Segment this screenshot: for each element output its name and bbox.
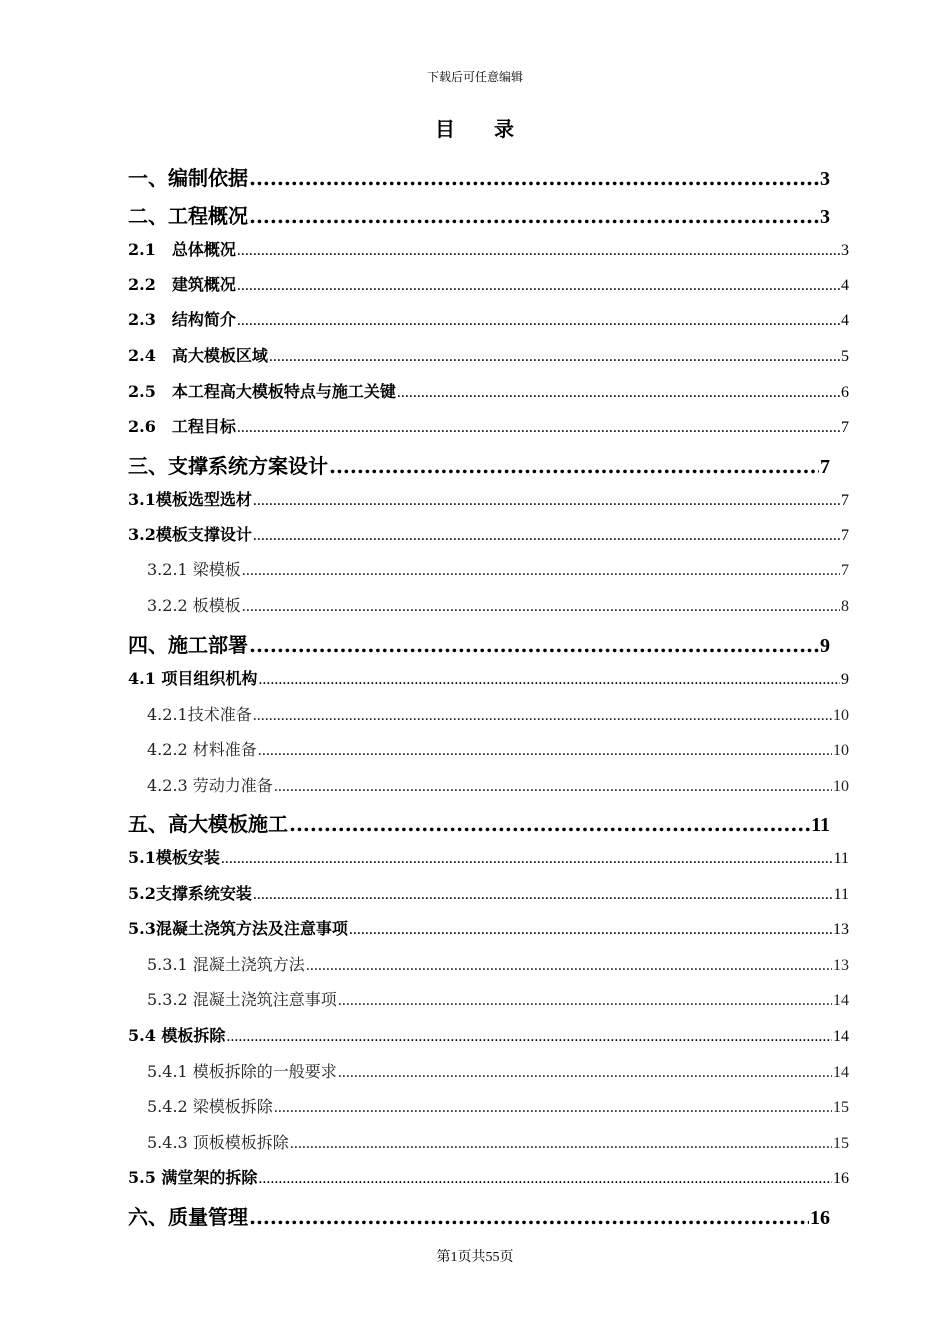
toc-entry[interactable] <box>128 272 849 295</box>
toc-entry-page: 8 <box>841 598 849 615</box>
toc-entry-page: 7 <box>841 492 849 509</box>
toc-entry[interactable] <box>147 737 849 760</box>
toc-entry[interactable] <box>128 379 849 402</box>
toc-entry-page: 6 <box>841 384 849 401</box>
toc-leader-dots <box>290 1135 832 1153</box>
toc-leader-dots <box>253 707 832 725</box>
toc-leader-dots <box>338 1064 832 1082</box>
toc-entry[interactable] <box>128 845 849 868</box>
toc-entry[interactable] <box>147 557 849 580</box>
toc-leader-dots <box>274 1099 832 1117</box>
toc-entry-label: 四、施工部署 <box>128 633 248 657</box>
toc-leader-dots <box>269 348 840 366</box>
toc-leader-dots <box>258 1170 832 1188</box>
toc-entry-page: 5 <box>841 348 849 365</box>
toc-entry[interactable] <box>128 162 830 191</box>
toc-entry-label: 5.4 模板拆除 <box>128 1026 226 1045</box>
toc-entry-label: 3.2.2 板模板 <box>147 596 241 615</box>
toc-entry[interactable] <box>128 200 830 229</box>
toc-entry-page: 14 <box>833 1028 849 1045</box>
toc-entry-label: 5.3混凝土浇筑方法及注意事项 <box>128 919 348 938</box>
toc-entry-label: 4.2.2 材料准备 <box>147 740 257 759</box>
toc-entry-page: 14 <box>833 1064 849 1081</box>
toc-entry-label: 一、编制依据 <box>128 166 248 190</box>
toc-entry-label: 3.2模板支撑设计 <box>128 525 252 544</box>
toc-entry-label: 5.3.1 混凝土浇筑方法 <box>147 955 305 974</box>
toc-entry-page: 7 <box>841 562 849 579</box>
toc-entry[interactable] <box>128 487 849 510</box>
toc-entry-label: 4.2.1技术准备 <box>147 705 252 724</box>
toc-leader-dots <box>242 598 840 616</box>
toc-entry[interactable] <box>128 629 830 658</box>
toc-leader-dots <box>249 1205 809 1229</box>
toc-entry-label: 2.1 总体概况 <box>128 240 236 259</box>
toc-entry-label: 2.3 结构简介 <box>128 310 236 329</box>
toc-entry-label: 5.2支撑系统安装 <box>128 884 252 903</box>
toc-leader-dots <box>249 166 819 190</box>
toc-entry-page: 16 <box>810 1207 830 1229</box>
page-header: 下载后可任意编辑 <box>426 70 523 84</box>
toc-entry-label: 六、质量管理 <box>128 1205 248 1229</box>
toc-leader-dots <box>237 277 840 295</box>
toc-entry[interactable] <box>128 522 849 545</box>
toc-entry-page: 7 <box>841 419 849 436</box>
toc-entry-label: 5.3.2 混凝土浇筑注意事项 <box>147 990 337 1009</box>
toc-entry-page: 10 <box>833 778 849 795</box>
toc-entry[interactable] <box>128 307 849 330</box>
toc-entry[interactable] <box>128 916 849 939</box>
toc-leader-dots <box>253 886 833 904</box>
toc-entry-page: 3 <box>820 206 830 228</box>
toc-entry-label: 2.4 高大模板区域 <box>128 346 268 365</box>
toc-entry-label: 4.2.3 劳动力准备 <box>147 776 273 795</box>
toc-entry-page: 4 <box>841 277 849 294</box>
toc-leader-dots <box>258 671 840 689</box>
toc-leader-dots <box>258 742 832 760</box>
toc-title <box>0 113 950 142</box>
toc-entry[interactable] <box>128 237 849 260</box>
toc-entry-page: 15 <box>833 1135 849 1152</box>
toc-entry-label: 3.2.1 梁模板 <box>147 560 241 579</box>
toc-entry[interactable] <box>128 414 849 437</box>
toc-entry-page: 9 <box>820 635 830 657</box>
toc-leader-dots <box>237 419 840 437</box>
toc-entry[interactable] <box>147 773 849 796</box>
toc-leader-dots <box>226 1028 832 1046</box>
toc-entry[interactable] <box>128 450 830 479</box>
toc-entry-label: 2.2 建筑概况 <box>128 275 236 294</box>
toc-leader-dots <box>397 384 840 402</box>
toc-leader-dots <box>221 850 833 868</box>
toc-entry-page: 3 <box>841 242 849 259</box>
toc-entry-page: 7 <box>841 527 849 544</box>
toc-entry-page: 7 <box>820 456 830 478</box>
toc-entry-label: 3.1模板选型选材 <box>128 490 252 509</box>
toc-entry-label: 5.5 满堂架的拆除 <box>128 1168 258 1187</box>
toc-entry-label: 二、工程概况 <box>128 204 248 228</box>
toc-entry-label: 五、高大模板施工 <box>128 812 288 836</box>
toc-leader-dots <box>329 454 819 478</box>
toc-leader-dots <box>237 242 840 260</box>
toc-entry-label: 5.4.2 梁模板拆除 <box>147 1097 273 1116</box>
toc-entry[interactable] <box>147 952 849 975</box>
toc-leader-dots <box>289 812 810 836</box>
toc-entry[interactable] <box>128 1165 849 1188</box>
toc-leader-dots <box>249 633 819 657</box>
toc-entry[interactable] <box>128 1023 849 1046</box>
toc-entry-label: 4.1 项目组织机构 <box>128 669 258 688</box>
toc-leader-dots <box>237 312 840 330</box>
toc-leader-dots <box>349 921 832 939</box>
toc-entry-page: 10 <box>833 707 849 724</box>
toc-entry-page: 11 <box>833 886 849 903</box>
toc-entry-label: 5.4.1 模板拆除的一般要求 <box>147 1062 337 1081</box>
toc-entry-label: 三、支撑系统方案设计 <box>128 454 328 478</box>
toc-entry[interactable] <box>128 808 830 837</box>
toc-entry[interactable] <box>147 1130 849 1153</box>
toc-leader-dots <box>253 492 840 510</box>
toc-leader-dots <box>274 778 832 796</box>
toc-entry-label: 5.4.3 顶板模板拆除 <box>147 1133 289 1152</box>
toc-entry-page: 11 <box>811 814 830 836</box>
toc-entry-page: 13 <box>833 921 849 938</box>
page-footer: 第1页共55页 <box>436 1250 514 1265</box>
toc-entry[interactable] <box>147 1094 849 1117</box>
toc-entry-page: 3 <box>820 168 830 190</box>
toc-entry-page: 10 <box>833 742 849 759</box>
toc-entry-page: 13 <box>833 957 849 974</box>
toc-leader-dots <box>253 527 840 545</box>
toc-entry[interactable] <box>128 343 849 366</box>
toc-entry-page: 9 <box>841 671 849 688</box>
toc-entry-label: 2.5 本工程高大模板特点与施工关键 <box>128 382 396 401</box>
toc-entry-label: 2.6 工程目标 <box>128 417 236 436</box>
toc-entry-page: 14 <box>833 992 849 1009</box>
toc-leader-dots <box>306 957 832 975</box>
toc-entry[interactable] <box>128 881 849 904</box>
toc-entry-page: 4 <box>841 312 849 329</box>
toc-entry-page: 11 <box>833 850 849 867</box>
toc-entry-page: 15 <box>833 1099 849 1116</box>
toc-entry-label: 5.1模板安装 <box>128 848 220 867</box>
toc-leader-dots <box>242 562 840 580</box>
toc-title-part2: 录 <box>494 117 515 141</box>
toc-title-part1: 目 <box>435 117 456 141</box>
toc-entry[interactable] <box>147 593 849 616</box>
toc-leader-dots <box>338 992 832 1010</box>
toc-entry[interactable] <box>147 1059 849 1082</box>
toc-entry[interactable] <box>128 666 849 689</box>
toc-entry[interactable] <box>147 987 849 1010</box>
toc-leader-dots <box>249 204 819 228</box>
toc-entry[interactable] <box>128 1201 830 1230</box>
toc-entry[interactable] <box>147 702 849 725</box>
toc-entry-page: 16 <box>833 1170 849 1187</box>
